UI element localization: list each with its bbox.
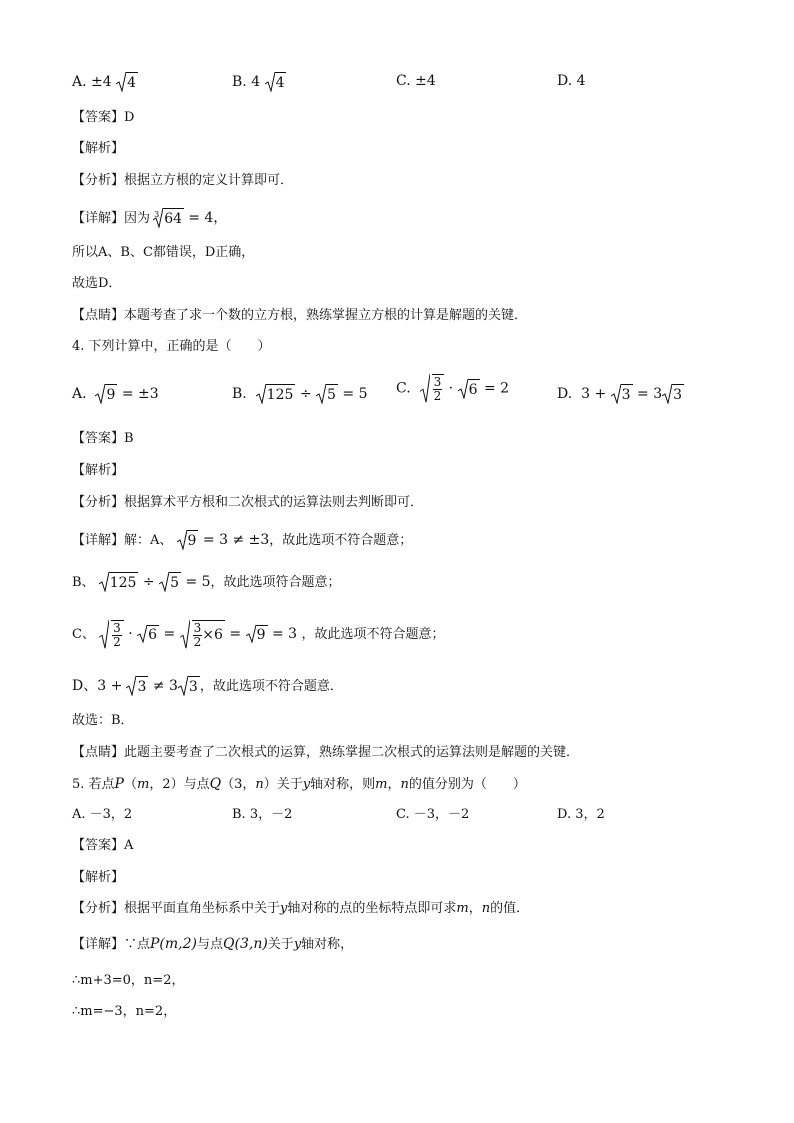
q5-option-a: A. －3，2	[72, 807, 133, 822]
q4-detail-a: 【详解】解：A、 9 = 3 ≠ ±3，故此选项不符合题意；	[72, 532, 413, 549]
q4-analysis-title: 【解析】	[72, 463, 125, 478]
sqrt-radical: 4	[116, 72, 138, 92]
q3-option-c: C. ±4	[396, 73, 436, 89]
q3-comment: 【点睛】本题考查了求一个数的立方根，熟练掌握立方根的计算是解题的关键．	[72, 308, 528, 323]
q3-answer: 【答案】D	[72, 110, 135, 125]
q4-fenxi: 【分析】根据算术平方根和二次根式的运算法则去判断即可．	[72, 495, 424, 510]
q3-detail-line2: 所以A、B、C都错误，D正确，	[72, 245, 255, 260]
q4-comment: 【点睛】此题主要考查了二次根式的运算，熟练掌握二次根式的运算法则是解题的关键．	[72, 745, 580, 760]
q5-detail-line3: ∴m=−3，n=2，	[72, 1004, 177, 1019]
q3-option-d: D. 4	[557, 73, 586, 89]
q5-option-d: D. 3，2	[557, 807, 605, 822]
q4-detail-c: C、 $\frac{3}{2}$ · 6 = $\frac{3}{2}$ ×6 = 9 = 3 ，故此选项不符合题意；	[72, 620, 445, 649]
q3-fenxi: 【分析】根据立方根的定义计算即可．	[72, 173, 294, 188]
q5-answer: 【答案】A	[72, 838, 134, 853]
q4-detail-d: D、3 + 3 ≠ 3 3 ，故此选项不符合题意．	[72, 678, 343, 695]
q3-option-a	[72, 72, 138, 92]
q5-stem: 5. 若点P（m，2）与点Q（3，n）关于y轴对称，则m，n的值分别为（ ）	[72, 776, 526, 792]
cube-root-radical: 64	[153, 208, 184, 228]
q3-option-b: B. 4 4	[232, 74, 285, 91]
q4-choose: 故选：B．	[72, 713, 134, 728]
q3-detail-line3: 故选D．	[72, 276, 122, 291]
q4-option-d: D. 3 + 3 = 3 3	[557, 386, 683, 403]
q3-option-a-label: A. ±4	[72, 74, 112, 90]
q5-detail-line2: ∴m+3=0，n=2，	[72, 973, 185, 988]
q4-option-a: A. 9 = ±3	[72, 386, 159, 403]
q5-fenxi: 【分析】根据平面直角坐标系中关于y轴对称的点的坐标特点即可求m，n的值．	[72, 901, 530, 916]
q5-detail: 【详解】∵点P(m,2)与点Q(3,n)关于y轴对称，	[72, 936, 354, 952]
q4-option-b: B. 125 ÷ 5 = 5	[232, 386, 368, 403]
q4-option-c: C. $\frac{3}{2}$ · 6 = 2	[396, 375, 510, 403]
q5-option-c: C. －3，－2	[396, 807, 470, 822]
q3-detail: 【详解】因为 $^3$ 64 = 4，	[72, 210, 228, 227]
q4-stem: 4. 下列计算中，正确的是（ ）	[72, 339, 271, 354]
q5-analysis-title: 【解析】	[72, 870, 125, 885]
q4-detail-b: B、 125 ÷ 5 = 5，故此选项符合题意；	[72, 574, 341, 591]
sqrt-radical: 4	[265, 72, 287, 92]
q4-answer: 【答案】B	[72, 431, 134, 446]
q5-option-b: B. 3，－2	[232, 807, 293, 822]
q3-analysis-title: 【解析】	[72, 141, 125, 156]
